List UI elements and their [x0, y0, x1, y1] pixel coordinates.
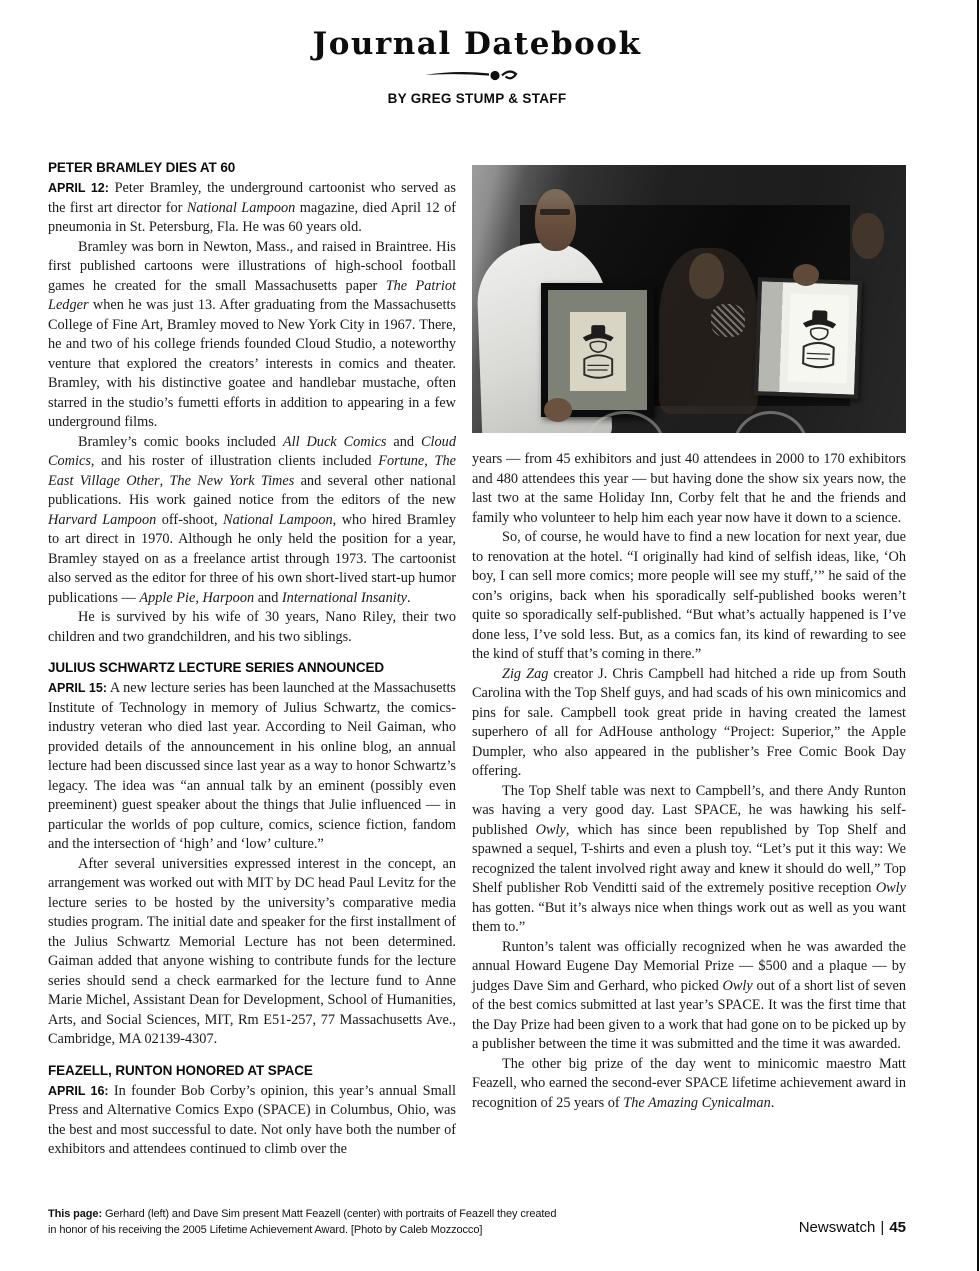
text-segment: has gotten. “But it’s always nice when things work out as well as you want them to.” [472, 899, 906, 935]
paragraph [48, 855, 456, 1050]
text-segment: The Top Shelf table was next to Campbell’s, and there Andy Runton was having a very good day. Last SPACE, he was hawking his self-published [472, 782, 906, 838]
text-segment: . [770, 1094, 775, 1111]
text-segment: and [254, 589, 282, 606]
event-photo [472, 165, 906, 433]
text-segment: The Amazing Cynicalman [623, 1094, 771, 1111]
paragraph [48, 179, 456, 238]
text-segment: He is survived by his wife of 30 years, Nano Riley, their two children and two grandchildren, and his two siblings. [48, 609, 456, 645]
text-segment: In founder Bob Corby’s opinion, this year’s annual Small Press and Alternative Comics Expo (SPACE) in Columbus, Ohio, was the best and most successful to date. Not only have both the number of exhibitors and attendees continued to climb over the [48, 1082, 456, 1157]
text-segment: , and his roster of illustration clients included [90, 453, 379, 469]
date-label: APRIL 16: [48, 1083, 109, 1098]
text-segment: The other big prize of the day went to minicomic maestro Matt Feazell, who earned the second-ever SPACE lifetime achievement award in recognition of 25 years of [472, 1055, 906, 1111]
photo-hand-left [544, 398, 572, 422]
caption-label: This page: [48, 1208, 103, 1220]
page-edge-line [977, 0, 979, 1271]
photo-artwork-left [570, 312, 625, 391]
text-segment: All Duck Comics [282, 433, 387, 450]
cartoon-portrait-icon [575, 315, 621, 388]
photo-caption [48, 1207, 688, 1238]
article-section-space [48, 1063, 456, 1160]
text-segment: and several other national publications. His work gained notice from the editors of the new [48, 472, 457, 508]
text-segment: Owly [722, 977, 753, 994]
page-number-value: 45 [889, 1219, 906, 1236]
text-segment: Zig Zag [502, 665, 549, 682]
section-heading: JULIUS SCHWARTZ LECTURE SERIES ANNOUNCED [48, 660, 385, 675]
text-segment: off-shoot, [156, 511, 224, 528]
text-segment: The Patriot Ledger [48, 277, 457, 313]
paragraph [472, 528, 906, 665]
text-segment: Owly [875, 880, 906, 896]
paragraph [48, 608, 456, 647]
text-segment: National Lampoon [186, 199, 296, 216]
text-segment: The East Village Other [48, 453, 456, 489]
text-segment: Fortune [378, 453, 425, 469]
text-segment: After several universities expressed interest in the concept, an arrangement was worked out with MIT by DC head Paul Levitz for the lecture series to be hosted by the university’s comparative media studies program. The initial date and speaker for the first installment of the Julius Schwartz Memorial Lecture has not been determined. Gaiman added that anyone wishing to contribute funds for the lecture series should send a check earmarked for the lecture fund to Anne Marie Michel, Assistant Dean for Development, School of Humanities, Arts, and Social Sciences, MIT, Rm E51-257, 77 Massachusetts Ave., Cambridge, MA 02139-4307. [48, 855, 456, 1047]
photo-person-center-head [689, 253, 724, 299]
text-segment: Peter Bramley, the underground cartoonist who served as the first art director for [48, 180, 456, 216]
article-continuation [472, 450, 906, 1113]
page-number-separator: | [880, 1219, 885, 1236]
photo-tshirt-print [711, 304, 746, 336]
paragraph [472, 938, 906, 1055]
text-segment: Runton’s talent was officially recognized when he was awarded the annual Howard Eugene Day Memorial Prize — $500 and a plaque — by judges Dave Sim and Gerhard, who picked [472, 938, 906, 994]
section-heading: FEAZELL, RUNTON HONORED AT SPACE [48, 1062, 313, 1078]
page-number [799, 1219, 906, 1236]
text-segment: Bramley was born in Newton, Mass., and raised in Braintree. His first published cartoons were illustrations of high-school football games he created for the small Massachusetts paper [48, 238, 456, 294]
text-segment: magazine, died April 12 of pneumonia in St. Petersburg, Fla. He was 60 years old. [48, 199, 457, 235]
paragraph [48, 238, 456, 433]
text-segment: Bramley’s comic books included [78, 433, 283, 450]
text-segment: , [159, 472, 170, 489]
magazine-section-name: Newswatch [798, 1219, 876, 1236]
photo-person-left-head [535, 189, 576, 251]
section-body [48, 179, 456, 647]
text-segment: Owly [535, 821, 566, 838]
photo-framed-portrait-left [541, 283, 654, 417]
flourish-ornament-icon [48, 66, 906, 82]
right-column [472, 160, 906, 1160]
page-title: Journal Datebook [312, 26, 642, 62]
text-segment: A new lecture series has been launched at the Massachusetts Institute of Technology in memory of Julius Schwartz, the comics-industry veteran who died last year. According to Neil Gaiman, who provided details of the announcement in his online blog, an annual lecture had been discussed since last year as a way to honor Schwartz’s legacy. The idea was “an annual talk by an eminent (possibly even preeminent) guest speaker about the things that Julie influenced — in particular the worlds of pop culture, comics, science fiction, fandom and the intersection of ‘high’ and ‘low’ culture.” [48, 680, 456, 852]
paragraph [48, 433, 456, 609]
paragraph [48, 1082, 456, 1160]
photo-glasses [540, 209, 570, 215]
text-segment: , [195, 589, 203, 606]
date-label: APRIL 15: [48, 681, 107, 695]
section-body [48, 1082, 456, 1160]
page-header [48, 26, 906, 106]
byline: BY GREG STUMP & STAFF [387, 91, 567, 106]
text-segment: creator J. Chris Campbell had hitched a ride up from South Carolina with the Top Shelf guys, and had scads of his own minicomics and pins for sale. Campbell took great pride in having created the lamest superhero of all for AdHouse anthology “Project: Superior,” the Apple Dumpler, who also appeared in the publisher’s Free Comic Book Day offering. [472, 665, 906, 779]
text-segment: , who hired Bramley to art direct in 1970. Although he only held the position for a year, Bramley stayed on as a freelance artist through 1973. The cartoonist also served as the editor for three of his own short-lived start-up humor publications — [48, 511, 457, 606]
paragraph [472, 1055, 906, 1114]
section-body [48, 679, 456, 1050]
paragraph [472, 782, 906, 938]
text-segment: years — from 45 exhibitors and just 40 attendees in 2000 to 170 exhibitors and 480 attendees this year — but having done the show six years now, the last two at the same Holiday Inn, Corby felt that he and the friends and family who volunteer to help him each year now have it down to a science. [472, 451, 906, 526]
text-segment: Apple Pie [139, 589, 196, 606]
text-segment: . [407, 589, 411, 606]
left-column [48, 160, 456, 1160]
photo-artwork-right [788, 293, 851, 383]
text-segment: So, of course, he would have to find a new location for next year, due to renovation at the hotel. “I originally had kind of selfish ideas, like, ‘Oh boy, I can sell more comics; more people will see my stuff,’” he said of the con’s origins, back when his sporadically self-published books weren’t quite so sporadically self-published. “But what’s actually happened is I’ve done less, I’ve sold less. But, as a comics fan, its kind of rewarding to see the kind of stuff that’s coming in there.” [472, 529, 906, 662]
text-segment: , [424, 453, 435, 469]
text-segment: when he was just 13. After graduating from the Massachusetts College of Fine Art, Bramley moved to New York City in 1967. There, he and two of his college friends founded Cloud Studio, a noteworthy venture that explored the creators’ interests in comics and theater. Bramley, with his distinctive goatee and handlebar mustache, often starred in the studio’s fumetti efforts in addition to appearing in a few underground films. [48, 297, 456, 430]
text-segment: The New York Times [169, 472, 295, 489]
cartoon-portrait-icon [792, 297, 845, 380]
text-segment: Harpoon [202, 589, 255, 606]
text-segment: , which has since been republished by Top Shelf and spawned a sequel, T-shirts and even a plush toy. “Let’s put it this way: We recognized the talent involved right away and knew it should do well,” Top Shelf publisher Rob Venditti said of the extremely positive reception [472, 821, 906, 896]
paragraph [472, 665, 906, 782]
photo-hand-right [793, 264, 819, 285]
paragraph [472, 450, 906, 528]
date-label: APRIL 12: [48, 181, 109, 195]
paragraph [48, 679, 456, 855]
caption-line1: Gerhard (left) and Dave Sim present Matt Feazell (center) with portraits of Feazell they created [102, 1208, 557, 1220]
section-heading: PETER BRAMLEY DIES AT 60 [48, 160, 236, 175]
photo-framed-portrait-right [754, 277, 862, 398]
text-segment: out of a short list of seven of the best comics submitted at last year’s SPACE. It was the first time that the Day Prize had been given to a work that had gone on to be picked up by a publisher between the time it was submitted and the time it was awarded. [472, 977, 906, 1052]
caption-line2: in honor of his receiving the 2005 Lifetime Achievement Award. [Photo by Caleb Mozzocco] [48, 1223, 483, 1236]
text-segment: Harvard Lampoon [48, 511, 157, 528]
text-segment: National Lampoon [223, 511, 333, 528]
article-section-bramley [48, 160, 456, 647]
text-segment: and [386, 433, 422, 450]
article-section-schwartz [48, 660, 456, 1050]
text-segment: Cloud Comics [48, 433, 456, 469]
text-segment: International Insanity [281, 589, 408, 606]
article-columns [48, 160, 906, 1160]
photo-person-right-head [852, 213, 885, 259]
